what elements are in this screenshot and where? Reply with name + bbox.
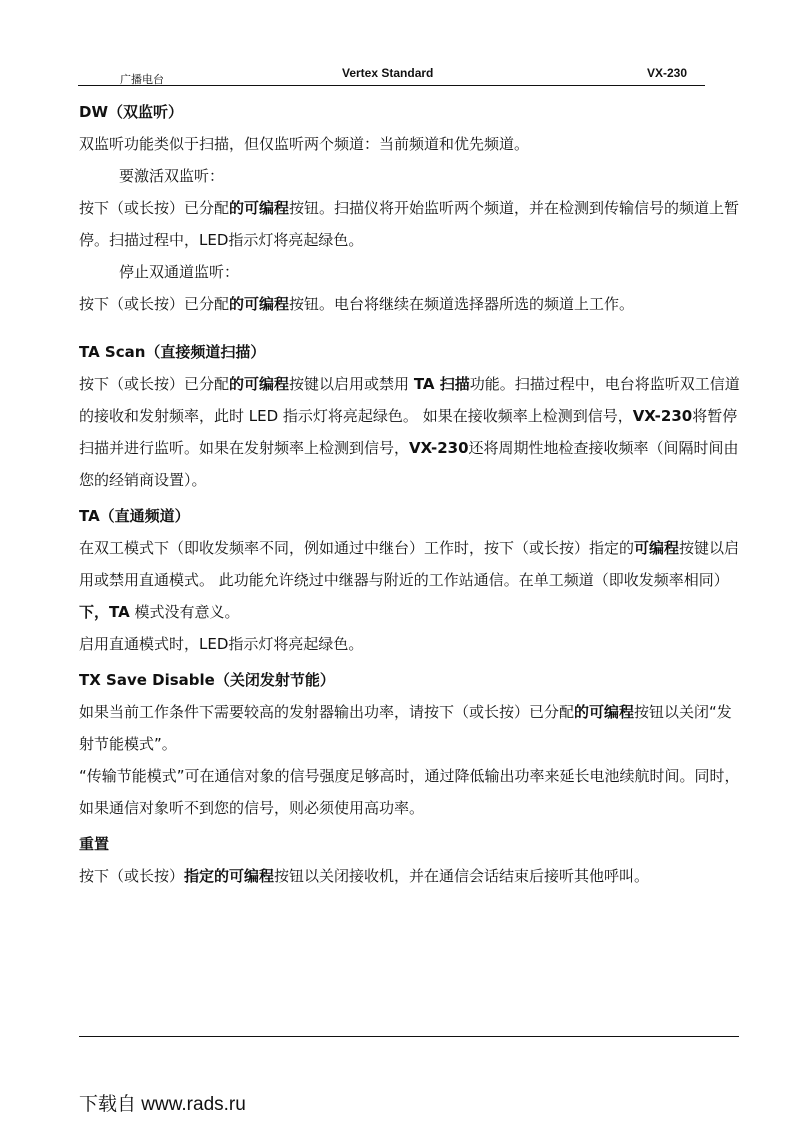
paragraph: 如果当前工作条件下需要较高的发射器输出功率，请按下（或长按）已分配的可编程按钮以关闭“发射节能模式”。	[79, 703, 732, 753]
paragraph: 双监听功能类似于扫描，但仅监听两个频道：当前频道和优先频道。	[79, 135, 530, 153]
document-body	[79, 96, 744, 892]
paragraph: 要激活双监听：	[119, 167, 225, 185]
paragraph: 按下（或长按）已分配的可编程按钮。扫描仪将开始监听两个频道，并在检测到传输信号的频道上暂停。扫描过程中，LED指示灯将亮起绿色。	[79, 199, 740, 249]
section-title-ta-scan: TA Scan（直接频道扫描）	[79, 343, 266, 361]
section-title-ta: TA（直通频道）	[79, 507, 190, 525]
section-title-reset: 重置	[79, 835, 110, 853]
header-left: 广播电台	[120, 74, 164, 86]
paragraph: 按下（或长按）指定的可编程按钮以关闭接收机，并在通信会话结束后接听其他呼叫。	[79, 867, 650, 885]
paragraph: 按下（或长按）已分配的可编程按钮。电台将继续在频道选择器所选的频道上工作。	[79, 295, 635, 313]
footer-divider	[79, 1036, 739, 1037]
header-center: Vertex Standard	[342, 66, 434, 80]
page-header	[78, 66, 705, 86]
paragraph: 按下（或长按）已分配的可编程按键以启用或禁用 TA 扫描功能。扫描过程中，电台将监听双工信道的接收和发射频率，此时 LED 指示灯将亮起绿色。 如果在接收频率上检测到信号，VX-230将暂停扫描并进行监听。如果在发射频率上检测到信号，VX-230还将周期性地检查接收频率（间隔时间由您的经销商设置）。	[79, 375, 740, 489]
header-model: VX-230	[646, 66, 687, 80]
paragraph: 在双工模式下（即收发频率不同，例如通过中继台）工作时，按下（或长按）指定的可编程按键以启用或禁用直通模式。 此功能允许绕过中继器与附近的工作站通信。在单工频道（即收发频率相同）下，TA 模式没有意义。	[79, 539, 740, 621]
section-title-dw: DW（双监听）	[79, 103, 183, 121]
footer-source: 下载自 www.rads.ru	[79, 1094, 246, 1115]
paragraph: “传输节能模式”可在通信对象的信号强度足够高时，通过降低输出功率来延长电池续航时间。同时，如果通信对象听不到您的信号，则必须使用高功率。	[79, 767, 740, 817]
paragraph: 启用直通模式时，LED指示灯将亮起绿色。	[79, 635, 364, 653]
paragraph: 停止双通道监听：	[119, 263, 240, 281]
section-title-tx-save: TX Save Disable（关闭发射节能）	[79, 671, 335, 689]
